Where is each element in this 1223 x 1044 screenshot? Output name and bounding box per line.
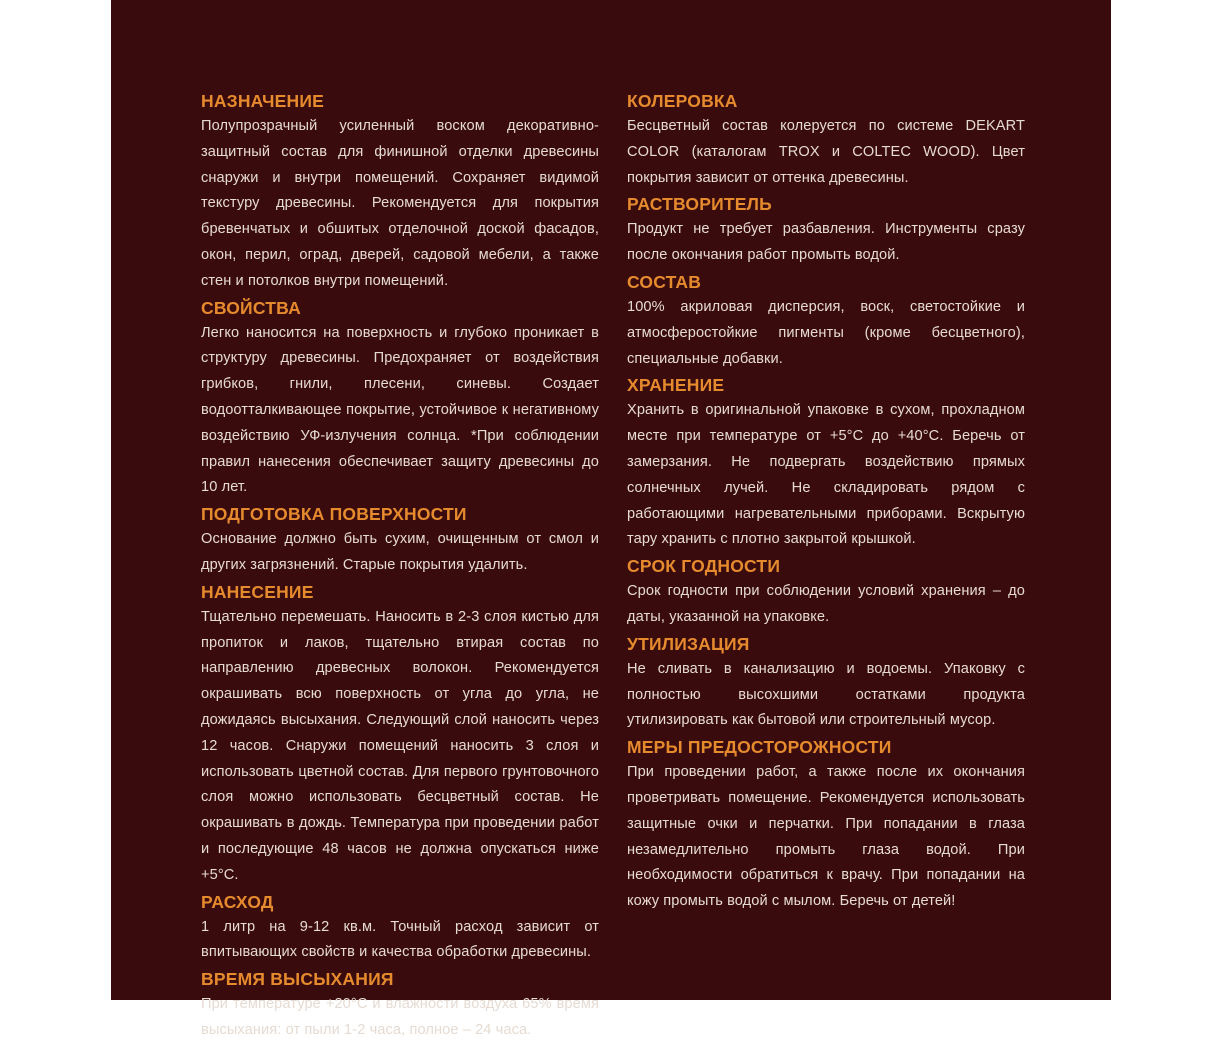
- section-solvent: [627, 191, 1025, 269]
- section-heading: СОСТАВ: [627, 271, 702, 292]
- section-precautions: [627, 734, 1025, 915]
- section-text: Основание должно быть сухим, очищенным от смол и других загрязнений. Старые покрытия удалить.: [201, 531, 599, 573]
- section-heading: РАСХОД: [201, 891, 274, 912]
- section-composition: [627, 269, 1025, 372]
- section-heading: КОЛЕРОВКА: [627, 91, 738, 111]
- section-shelf-life: [627, 553, 1025, 631]
- section-application: [201, 579, 599, 889]
- left-column: [201, 88, 599, 1044]
- section-text: Бесцветный состав колеруется по системе DEKART COLOR (каталогам TROX и COLTEC WOOD). Цвет покрытия зависит от оттенка древесины.: [627, 118, 1025, 186]
- section-heading: СРОК ГОДНОСТИ: [627, 556, 781, 577]
- section-properties: [201, 295, 599, 502]
- section-heading: ХРАНЕНИЕ: [627, 375, 725, 396]
- section-heading: РАСТВОРИТЕЛЬ: [627, 194, 772, 215]
- section-heading: ПОДГОТОВКА ПОВЕРХНОСТИ: [201, 504, 467, 525]
- product-info-panel: [111, 0, 1111, 1038]
- section-text: Продукт не требует разбавления. Инструменты сразу после окончания работ промыть водой.: [627, 221, 1025, 264]
- section-text: 100% акриловая дисперсия, воск, светостойкие и атмосферостойкие пигменты (кроме бесцветного), специальные добавки.: [627, 298, 1025, 367]
- section-disposal: [627, 631, 1025, 734]
- section-text: При температуре +20°С и влажности воздуха 65% время высыхания: от пыли 1-2 часа, полное – 24 часа.: [201, 996, 599, 1038]
- section-heading: НАНЕСЕНИЕ: [201, 581, 314, 602]
- section-text: Срок годности при соблюдении условий хранения – до даты, указанной на упаковке.: [627, 583, 1025, 625]
- section-surface-preparation: [201, 501, 599, 579]
- section-text: Легко наносится на поверхность и глубоко проникает в структуру древесины. Предохраняет от воздействия грибков, гнили, плесени, синевы. Создает водоотталкивающее покрытие, устойчивое к негативному воздействию УФ-излучения солнца. *При соблюдении правил нанесения обеспечивает защиту древесины до 10 лет.: [201, 324, 599, 496]
- section-drying-time: [201, 966, 599, 1044]
- section-text: Не сливать в канализацию и водоемы. Упаковку с полностью высохшими остатками продукта утилизировать как бытовой или строительный мусор.: [627, 660, 1025, 729]
- section-text: При проведении работ, а также после их окончания проветривать помещение. Рекомендуется использовать защитные очки и перчатки. При попадании в глаза незамедлительно промыть глаза водой. При необходимости обратиться к врачу. При попадании на кожу промыть водой с мылом. Беречь от детей!: [627, 764, 1025, 910]
- section-purpose: [201, 88, 599, 295]
- section-tinting: [627, 88, 1025, 191]
- section-text: Полупрозрачный усиленный воском декоративно-защитный состав для финишной отделки древесины снаружи и внутри помещений. Сохраняет видимой текстуру древесины. Рекомендуется для покрытия бревенчатых и обшитых отделочной доской фасадов, окон, перил, оград, дверей, садовой мебели, а также стен и потолков внутри помещений.: [201, 118, 599, 289]
- section-heading: НАЗНАЧЕНИЕ: [201, 91, 325, 111]
- section-consumption: [201, 889, 599, 967]
- section-heading: УТИЛИЗАЦИЯ: [627, 633, 750, 654]
- section-storage: [627, 372, 1025, 553]
- section-text: Хранить в оригинальной упаковке в сухом, прохладном месте при температуре от +5°С до +40°С. Беречь от замерзания. Не подвергать воздействию прямых солнечных лучей. Не складировать рядом с работающими нагревательными приборами. Вскрытую тару хранить с плотно закрытой крышкой.: [627, 402, 1025, 548]
- section-text: Тщательно перемешать. Наносить в 2-3 слоя кистью для пропиток и лаков, тщательно втирая состав по направлению древесных волокон. Рекомендуется окрашивать всю поверхность от угла до угла, не дожидаясь высыхания. Следующий слой наносить через 12 часов. Снаружи помещений наносить 3 слоя и использовать цветной состав. Для первого грунтовочного слоя можно использовать бесцветный состав. Не окрашивать в дождь. Температура при проведении работ и последующие 48 часов не должна опускаться ниже +5°С.: [201, 608, 599, 883]
- section-heading: МЕРЫ ПРЕДОСТОРОЖНОСТИ: [627, 737, 892, 758]
- section-heading: ВРЕМЯ ВЫСЫХАНИЯ: [201, 969, 394, 990]
- section-heading: СВОЙСТВА: [201, 297, 301, 318]
- right-column: [627, 88, 1025, 915]
- section-text: 1 литр на 9-12 кв.м. Точный расход зависит от впитывающих свойств и качества обработки древесины.: [201, 918, 599, 961]
